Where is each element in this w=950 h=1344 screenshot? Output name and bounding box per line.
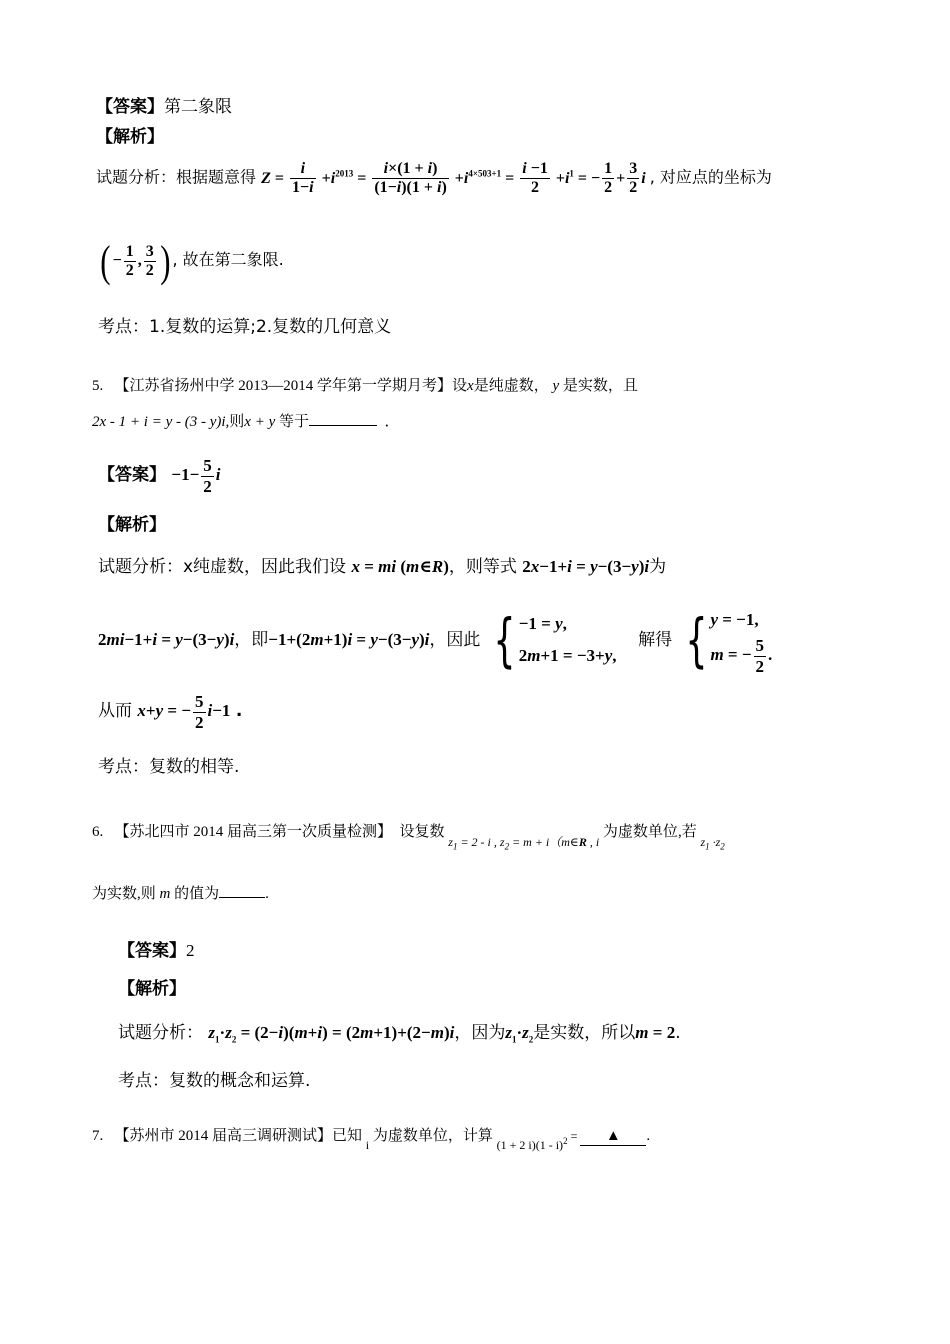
- kaodian-label: 考点：: [98, 317, 149, 337]
- q6-stem-line2: [92, 882, 269, 903]
- q5-analysis-c: 为: [649, 557, 667, 577]
- analysis-prefix: 试题分析：: [98, 557, 183, 577]
- q6-answer-blank: [219, 897, 265, 898]
- q6-stem-b: 为虚数单位: [602, 824, 678, 840]
- q5-solution: y = −1, m = − $\frac{5}{2}$ .: [710, 610, 773, 676]
- q6-analysis-c: 是实数，所以: [533, 1023, 636, 1043]
- q4-formula: Z = $\frac{i}{1-i}$ $+i^{2013}$ = $\frac{i\times(1 + i)}{(1-i)(1 + i)}$ $+i^{4\times 503+1}$ = $\frac{i -1}{2}$ $+i^1$ = − $\frac{1}{2}$ + $\frac{3}{2}$ i: [261, 160, 646, 197]
- q6-product-formula: $z_1\cdot z_2$: [505, 1023, 534, 1045]
- q5-stem-line1: [92, 374, 638, 395]
- q5-stem-a: 设: [452, 378, 468, 394]
- q7-stem-line: [92, 1124, 651, 1152]
- q6-kaodian: 复数的概念和运算.: [169, 1071, 311, 1091]
- q5-conclusion-line: [98, 692, 242, 732]
- q6-source: 【苏北四市 2014 届高三第一次质量检测】: [114, 824, 393, 840]
- q7-stem-a: 已知: [332, 1128, 363, 1144]
- q6-stem-a: 设复数: [399, 824, 445, 840]
- q6-analysis-formula: $z_1\cdot z_2 = (2-i)(m+i) = (2m+1)+(2-m)i$: [208, 1023, 455, 1045]
- q5-stem-b: 是纯虚数，: [473, 378, 549, 394]
- q4-answer: 第二象限: [164, 97, 232, 117]
- q6-stem-line2-b: 的值为: [174, 886, 220, 902]
- kaodian-label: 考点：: [118, 1071, 169, 1091]
- q5-answer-formula: −1− $\frac{5}{2}$ i: [171, 456, 221, 496]
- q7-stem-b: 为虚数单位，计算: [372, 1128, 493, 1144]
- q5-kaodian: 复数的相等.: [149, 757, 240, 777]
- q6-stem-end: .: [265, 886, 269, 902]
- q5-analysis-a: x纯虚数，因此我们设: [183, 557, 347, 577]
- q5-analysis-line2: 2mi−1+i = y−(3−y)i，即−1+(2m+1)i = y−(3−y)i，因此 { −1 = y, 2m+1 = −3+y, 解得 { y = −1, m = − $\frac{5}{2}$ .: [98, 604, 772, 676]
- q6-stem-m: m: [159, 886, 171, 902]
- q7-marker: ▲: [605, 1128, 621, 1144]
- answer-label: 【答案】: [96, 97, 164, 117]
- q5-eq-formula: 2x−1+i = y−(3−y)i: [522, 557, 650, 576]
- q5-let-formula: x = mi (m∈R): [351, 557, 449, 576]
- q6-analysis-line: 试题分析： $z_1\cdot z_2 = (2-i)(m+i) = (2m+1)+(2-m)i$，因为$z_1\cdot z_2$是实数，所以m = 2.: [118, 1023, 681, 1045]
- q4-kaodian: 1.复数的运算;2.复数的几何意义: [149, 317, 392, 337]
- q5-stem-y: y: [552, 378, 560, 394]
- q7-exp: 2: [563, 1136, 568, 1146]
- q4-point: ( − $\frac{1}{2}$ , $\frac{3}{2}$ ): [100, 237, 171, 286]
- q5-conclusion-end: .: [235, 700, 243, 721]
- q5-analysis-b: ，则等式: [448, 557, 517, 577]
- q4-analysis-line: 试题分析：根据题意得 Z = $\frac{i}{1-i}$ $+i^{2013}$ = $\frac{i\times(1 + i)}{(1-i)(1 + i)}$ $+i^{4\times 503+1}$ = $\frac{i -1}{2}$ $+i^1$ = − $\frac{1}{2}$ + $\frac{3}{2}$ i , 对应点的坐标为: [96, 160, 772, 197]
- q4-answer-line: [96, 92, 232, 117]
- q5-stem-end: ．: [384, 414, 400, 430]
- q5-kaodian-line: [98, 752, 239, 777]
- q5-line2-mid: ，即: [234, 630, 269, 651]
- q5-line2-formula-b: −1+(2m+1)i = y−(3−y)i: [268, 630, 430, 650]
- q4-kaodian-line: [98, 312, 391, 337]
- q5-answer-line: [98, 456, 221, 496]
- q5-equation: 2x - 1 + i = y - (3 - y)i,: [92, 414, 230, 430]
- analysis-prefix: 试题分析：: [96, 167, 177, 187]
- q5-stem-d: 则: [229, 414, 245, 430]
- q4-point-tail: , 故在第二象限.: [172, 250, 284, 270]
- q6-stem-line2-a: 为实数,则: [92, 886, 156, 902]
- q5-number: 5.: [92, 378, 104, 394]
- q7-stem-end: .: [646, 1128, 651, 1144]
- q6-result-formula: m = 2: [635, 1023, 676, 1042]
- q5-line2-c: ，因此: [429, 630, 481, 651]
- q5-line2-formula-a: 2mi−1+i = y−(3−y)i: [98, 630, 235, 650]
- answer-label: 【答案】: [118, 941, 186, 961]
- q6-number: 6.: [92, 824, 104, 840]
- q5-conclusion-formula: x+y = − $\frac{5}{2}$ i−1: [137, 692, 231, 732]
- q6-product: z1 ·z2: [700, 835, 725, 852]
- kaodian-label: 考点：: [98, 757, 149, 777]
- q5-analysis-line1: [98, 552, 666, 577]
- q7-stem-i: i: [365, 1138, 370, 1152]
- q6-answer: 2: [186, 941, 195, 960]
- analysis-prefix: 试题分析：: [118, 1023, 203, 1043]
- q5-analysis-label: 【解析】: [98, 515, 166, 535]
- q5-solve: 解得: [638, 630, 673, 651]
- q7-answer-blank: [580, 1128, 646, 1146]
- q5-answer-blank: [309, 425, 377, 426]
- q7-source: 【苏州市 2014 届高三调研测试】: [114, 1128, 333, 1144]
- q6-kaodian-line: [118, 1066, 310, 1091]
- q6-analysis-label: 【解析】: [118, 979, 186, 999]
- q4-analysis-label: 【解析】: [96, 127, 164, 147]
- q7-expr: (1 + 2 i)(1 - i): [496, 1138, 564, 1152]
- q5-stem-x: x: [467, 378, 474, 394]
- q7-number: 7.: [92, 1128, 104, 1144]
- answer-label: 【答案】: [98, 464, 166, 485]
- q6-stem-c: ,若: [677, 824, 697, 840]
- q5-conclusion-a: 从而: [98, 700, 132, 721]
- q7-eq: =: [567, 1129, 581, 1143]
- q5-stem-line2: [92, 410, 400, 431]
- q6-analysis-b: ，因为: [454, 1023, 506, 1043]
- q4-analysis-tail: , 对应点的坐标为: [649, 167, 772, 187]
- q5-source: 【江苏省扬州中学 2013—2014 学年第一学期月考】: [114, 378, 453, 394]
- q5-stem-e: 等于: [278, 414, 309, 430]
- q5-stem-xy: x + y: [244, 414, 276, 430]
- q6-z-def: z1 = 2 - i , z2 = m + i（m∈R , i: [448, 835, 600, 852]
- q7-expression: [497, 1138, 568, 1152]
- q4-point-line: [98, 236, 284, 287]
- q5-stem-c: 是实数，且: [562, 378, 638, 394]
- q5-system: −1 = y, 2m+1 = −3+y,: [518, 613, 617, 666]
- q6-answer-line: [118, 936, 195, 961]
